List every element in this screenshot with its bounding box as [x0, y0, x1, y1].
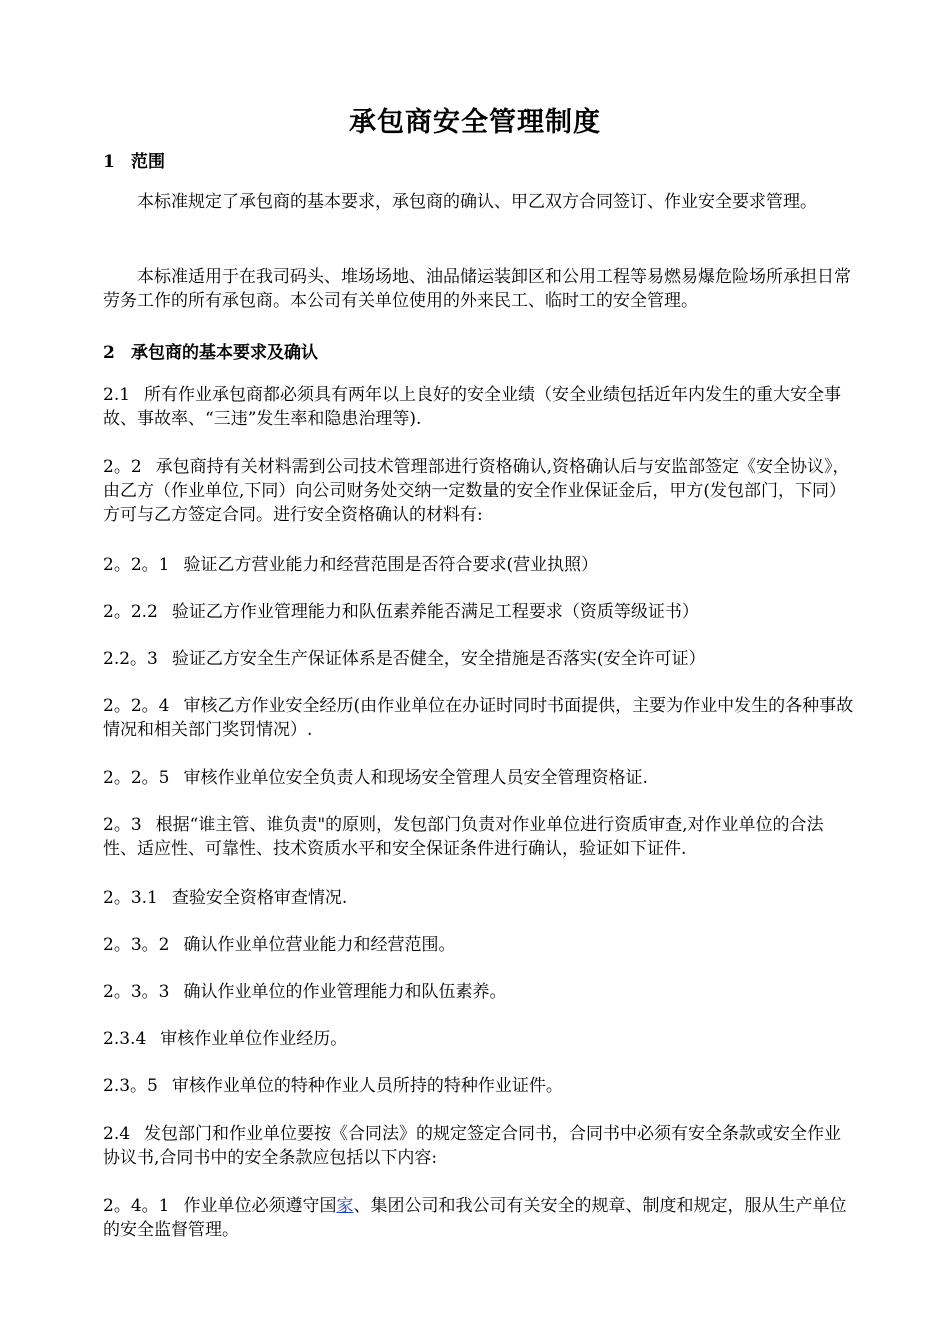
clause-text: 验证乙方安全生产保证体系是否健全，安全措施是否落实(安全许可证） — [171, 649, 706, 669]
clause-2-2-5 — [103, 766, 855, 790]
clause-text: 发包部门和作业单位要按《合同法》的规定签定合同书，合同书中必须有安全条款或安全作业协议书,合同书中的安全条款应包括以下内容: — [103, 1124, 842, 1168]
clause-text: 验证乙方作业管理能力和队伍素养能否满足工程要求（资质等级证书） — [171, 602, 699, 622]
clause-2-3-4 — [103, 1027, 855, 1051]
clause-number: 2。3。3 — [103, 982, 170, 1002]
section-2-number: 2 — [103, 343, 115, 363]
section-1-title: 范围 — [131, 152, 165, 172]
section-2-heading — [103, 338, 318, 363]
clause-number: 2.1 — [103, 385, 131, 405]
clause-number: 2。2。5 — [103, 768, 170, 788]
section-2-title: 承包商的基本要求及确认 — [131, 343, 318, 363]
clause-text: 查验安全资格审查情况. — [171, 888, 348, 908]
clause-2-1 — [103, 383, 855, 431]
clause-text: 审核作业单位作业经历。 — [160, 1029, 348, 1049]
clause-2-4-1 — [103, 1194, 855, 1242]
clause-number: 2。3。2 — [103, 935, 170, 955]
clause-text: 验证乙方营业能力和经营范围是否符合要求(营业执照） — [183, 555, 599, 575]
clause-2-2-4 — [103, 694, 855, 742]
clause-number: 2。3.1 — [103, 888, 158, 908]
clause-number: 2。2。4 — [103, 696, 170, 716]
document-title: 承包商安全管理制度 — [349, 107, 601, 138]
clause-number: 2.2。3 — [103, 649, 158, 669]
clause-text: 根据“谁主管、谁负责"的原则，发包部门负责对作业单位进行资质审查,对作业单位的合法性、适应性、可靠性、技术资质水平和安全保证条件进行确认，验证如下证件. — [103, 815, 824, 859]
clause-2-2-2 — [103, 600, 855, 624]
section-1-number: 1 — [103, 152, 115, 172]
clause-2-3-5 — [103, 1074, 855, 1098]
clause-number: 2.3.4 — [103, 1029, 147, 1049]
clause-text-before: 作业单位必须遵守国 — [183, 1196, 337, 1216]
clause-text-after: 、集团公司和我公司有关安全的规章、制度和规定，服从生产单位的安全监督管理。 — [103, 1196, 847, 1240]
clause-text: 审核作业单位安全负责人和现场安全管理人员安全管理资格证. — [183, 768, 648, 788]
clause-text: 确认作业单位营业能力和经营范围。 — [183, 935, 456, 955]
clause-number: 2。4。1 — [103, 1196, 170, 1216]
section-1-paragraph-2: 本标准适用于在我司码头、堆场场地、油品储运装卸区和公用工程等易燃易爆危险场所承担日常劳务工作的所有承包商。本公司有关单位使用的外来民工、临时工的安全管理。 — [103, 267, 851, 311]
clause-text: 审核作业单位的特种作业人员所持的特种作业证件。 — [171, 1076, 563, 1096]
clause-text: 承包商持有关材料需到公司技术管理部进行资格确认,资格确认后与安监部签定《安全协议》，由乙方（作业单位,下同）向公司财务处交纳一定数量的安全作业保证金后，甲方(发包部门，下同）方可与乙方签定合同。进行安全资格确认的材料有: — [103, 457, 850, 525]
clause-2-3 — [103, 813, 855, 861]
clause-2-4 — [103, 1122, 855, 1170]
clause-number: 2。2.2 — [103, 602, 158, 622]
clause-number: 2。2。1 — [103, 555, 170, 575]
section-1-paragraph-1: 本标准规定了承包商的基本要求，承包商的确认、甲乙双方合同签订、作业安全要求管理。 — [137, 192, 817, 212]
section-1-heading — [103, 147, 165, 172]
clause-number: 2。3 — [103, 815, 142, 835]
clause-2-3-2 — [103, 933, 855, 957]
clause-2-2-1 — [103, 553, 855, 577]
clause-number: 2。2 — [103, 457, 142, 477]
clause-number: 2.3。5 — [103, 1076, 158, 1096]
clause-text: 所有作业承包商都必须具有两年以上良好的安全业绩（安全业绩包括近年内发生的重大安全事故、事故率、“三违”发生率和隐患治理等). — [103, 385, 842, 429]
clause-2-3-1 — [103, 886, 855, 910]
clause-text: 审核乙方作业安全经历(由作业单位在办证时同时书面提供，主要为作业中发生的各种事故情况和相关部门奖罚情况）. — [103, 696, 854, 740]
clause-2-3-3 — [103, 980, 855, 1004]
hyperlink-text[interactable]: 家 — [336, 1196, 354, 1216]
clause-2-2-3 — [103, 647, 855, 671]
clause-number: 2.4 — [103, 1124, 131, 1144]
clause-text: 确认作业单位的作业管理能力和队伍素养。 — [183, 982, 507, 1002]
clause-2-2 — [103, 455, 855, 527]
